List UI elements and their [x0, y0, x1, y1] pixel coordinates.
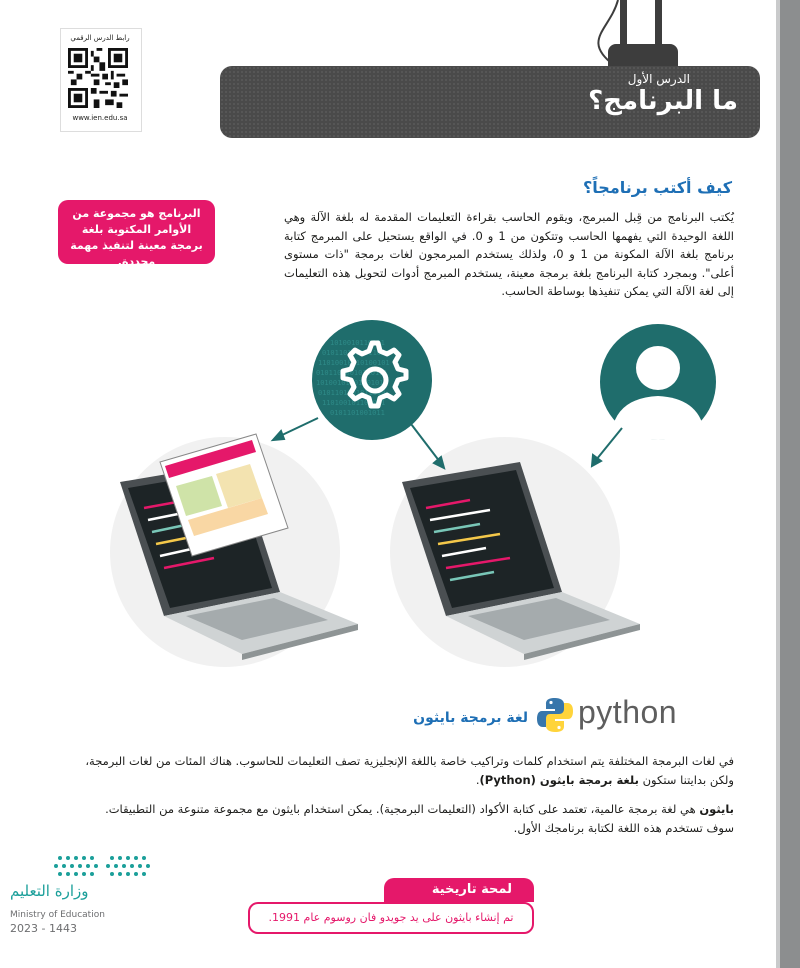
para1-bold: بلغة برمجة بايثون (Python)	[479, 773, 639, 787]
svg-text:1010010110101: 1010010110101	[330, 339, 385, 347]
programming-illustration	[0, 320, 780, 680]
lesson-title: ما البرنامج؟	[588, 86, 738, 116]
para2-bold: بايثون	[699, 802, 734, 816]
svg-text:0101101001011: 0101101001011	[330, 409, 385, 417]
python-wordmark: python	[578, 694, 678, 730]
para2-text: هي لغة برمجة عالمية، تعتمد على كتابة الأكواد (التعليمات البرمجية). يمكن استخدام بايثون مع مجموعة متنوعة من التطبيقات. سوف تستخدم هذه اللغة لكتابة برنامجك الأول.	[105, 802, 734, 835]
history-tab: لمحة تاريخية	[384, 878, 534, 902]
edition-year: 2023 - 1443	[10, 922, 77, 935]
gear-binary-icon	[312, 320, 432, 440]
banner-cable	[570, 0, 630, 70]
qr-code-icon[interactable]	[68, 48, 128, 108]
para1-end: .	[475, 773, 480, 787]
qr-caption: رابط الدرس الرقمي	[70, 34, 130, 42]
python-paragraph-1	[74, 752, 734, 790]
python-heading: لغة برمجة بايثون	[413, 710, 528, 726]
intro-paragraph: يُكتب البرنامج من قِبل المبرمج، ويقوم الحاسب بقراءة التعليمات المقدمة له بلغة الآلة وهي اللغة الوحيدة التي يفهمها الحاسب وتتكون من 1 و 0. في الواقع يستحيل على المبرمج كتابة برنامج بلغة الآلة المكونة من 1 و 0، ولذلك يستخدم المبرمجون لغات برمجة "ذات مستوى أعلى". وبمجرد كتابة البرنامج بلغة برمجة معينة، يستخدم المبرمج أدوات لتحويل هذه التعليمات إلى لغة الآلة التي يمكن تنفيذها بوساطة الحاسب.	[284, 210, 734, 298]
svg-text:11010010110100101: 11010010110100101	[318, 359, 390, 367]
svg-text:110100101101001: 110100101101001	[322, 399, 386, 407]
lesson-label: الدرس الأول	[627, 72, 690, 86]
ministry-logo-icon	[52, 852, 152, 880]
definition-callout: البرنامج هو مجموعة من الأوامر المكتوبة بلغة برمجة معينة لتنفيذ مهمة محددة.	[58, 200, 215, 264]
user-avatar-icon	[600, 324, 716, 440]
svg-text:0101101001011010: 0101101001011010	[322, 349, 390, 357]
history-note: تم إنشاء بايثون على يد جويدو فان روسوم عام 1991.	[248, 902, 534, 934]
page-edge-strip	[780, 0, 800, 968]
ministry-name-en: Ministry of Education	[10, 910, 105, 920]
svg-text:10100101101001011: 10100101101001011	[316, 379, 388, 387]
python-paragraph-2	[74, 800, 734, 838]
ministry-name-ar: وزارة التعليم	[10, 882, 89, 900]
python-logo-icon	[536, 696, 574, 734]
section-heading: كيف أكتب برنامجاً؟	[583, 178, 732, 197]
svg-text:0101101001011010: 0101101001011010	[318, 389, 386, 397]
svg-text:01011010010110101: 01011010010110101	[316, 369, 388, 377]
para1-text: في لغات البرمجة المختلفة يتم استخدام كلمات وتراكيب خاصة باللغة الإنجليزية تصف التعليمات للحاسوب. هناك المئات من لغات البرمجة، ولكن بدايتنا ستكون	[85, 754, 734, 787]
qr-url[interactable]: www.ien.edu.sa	[72, 114, 128, 122]
